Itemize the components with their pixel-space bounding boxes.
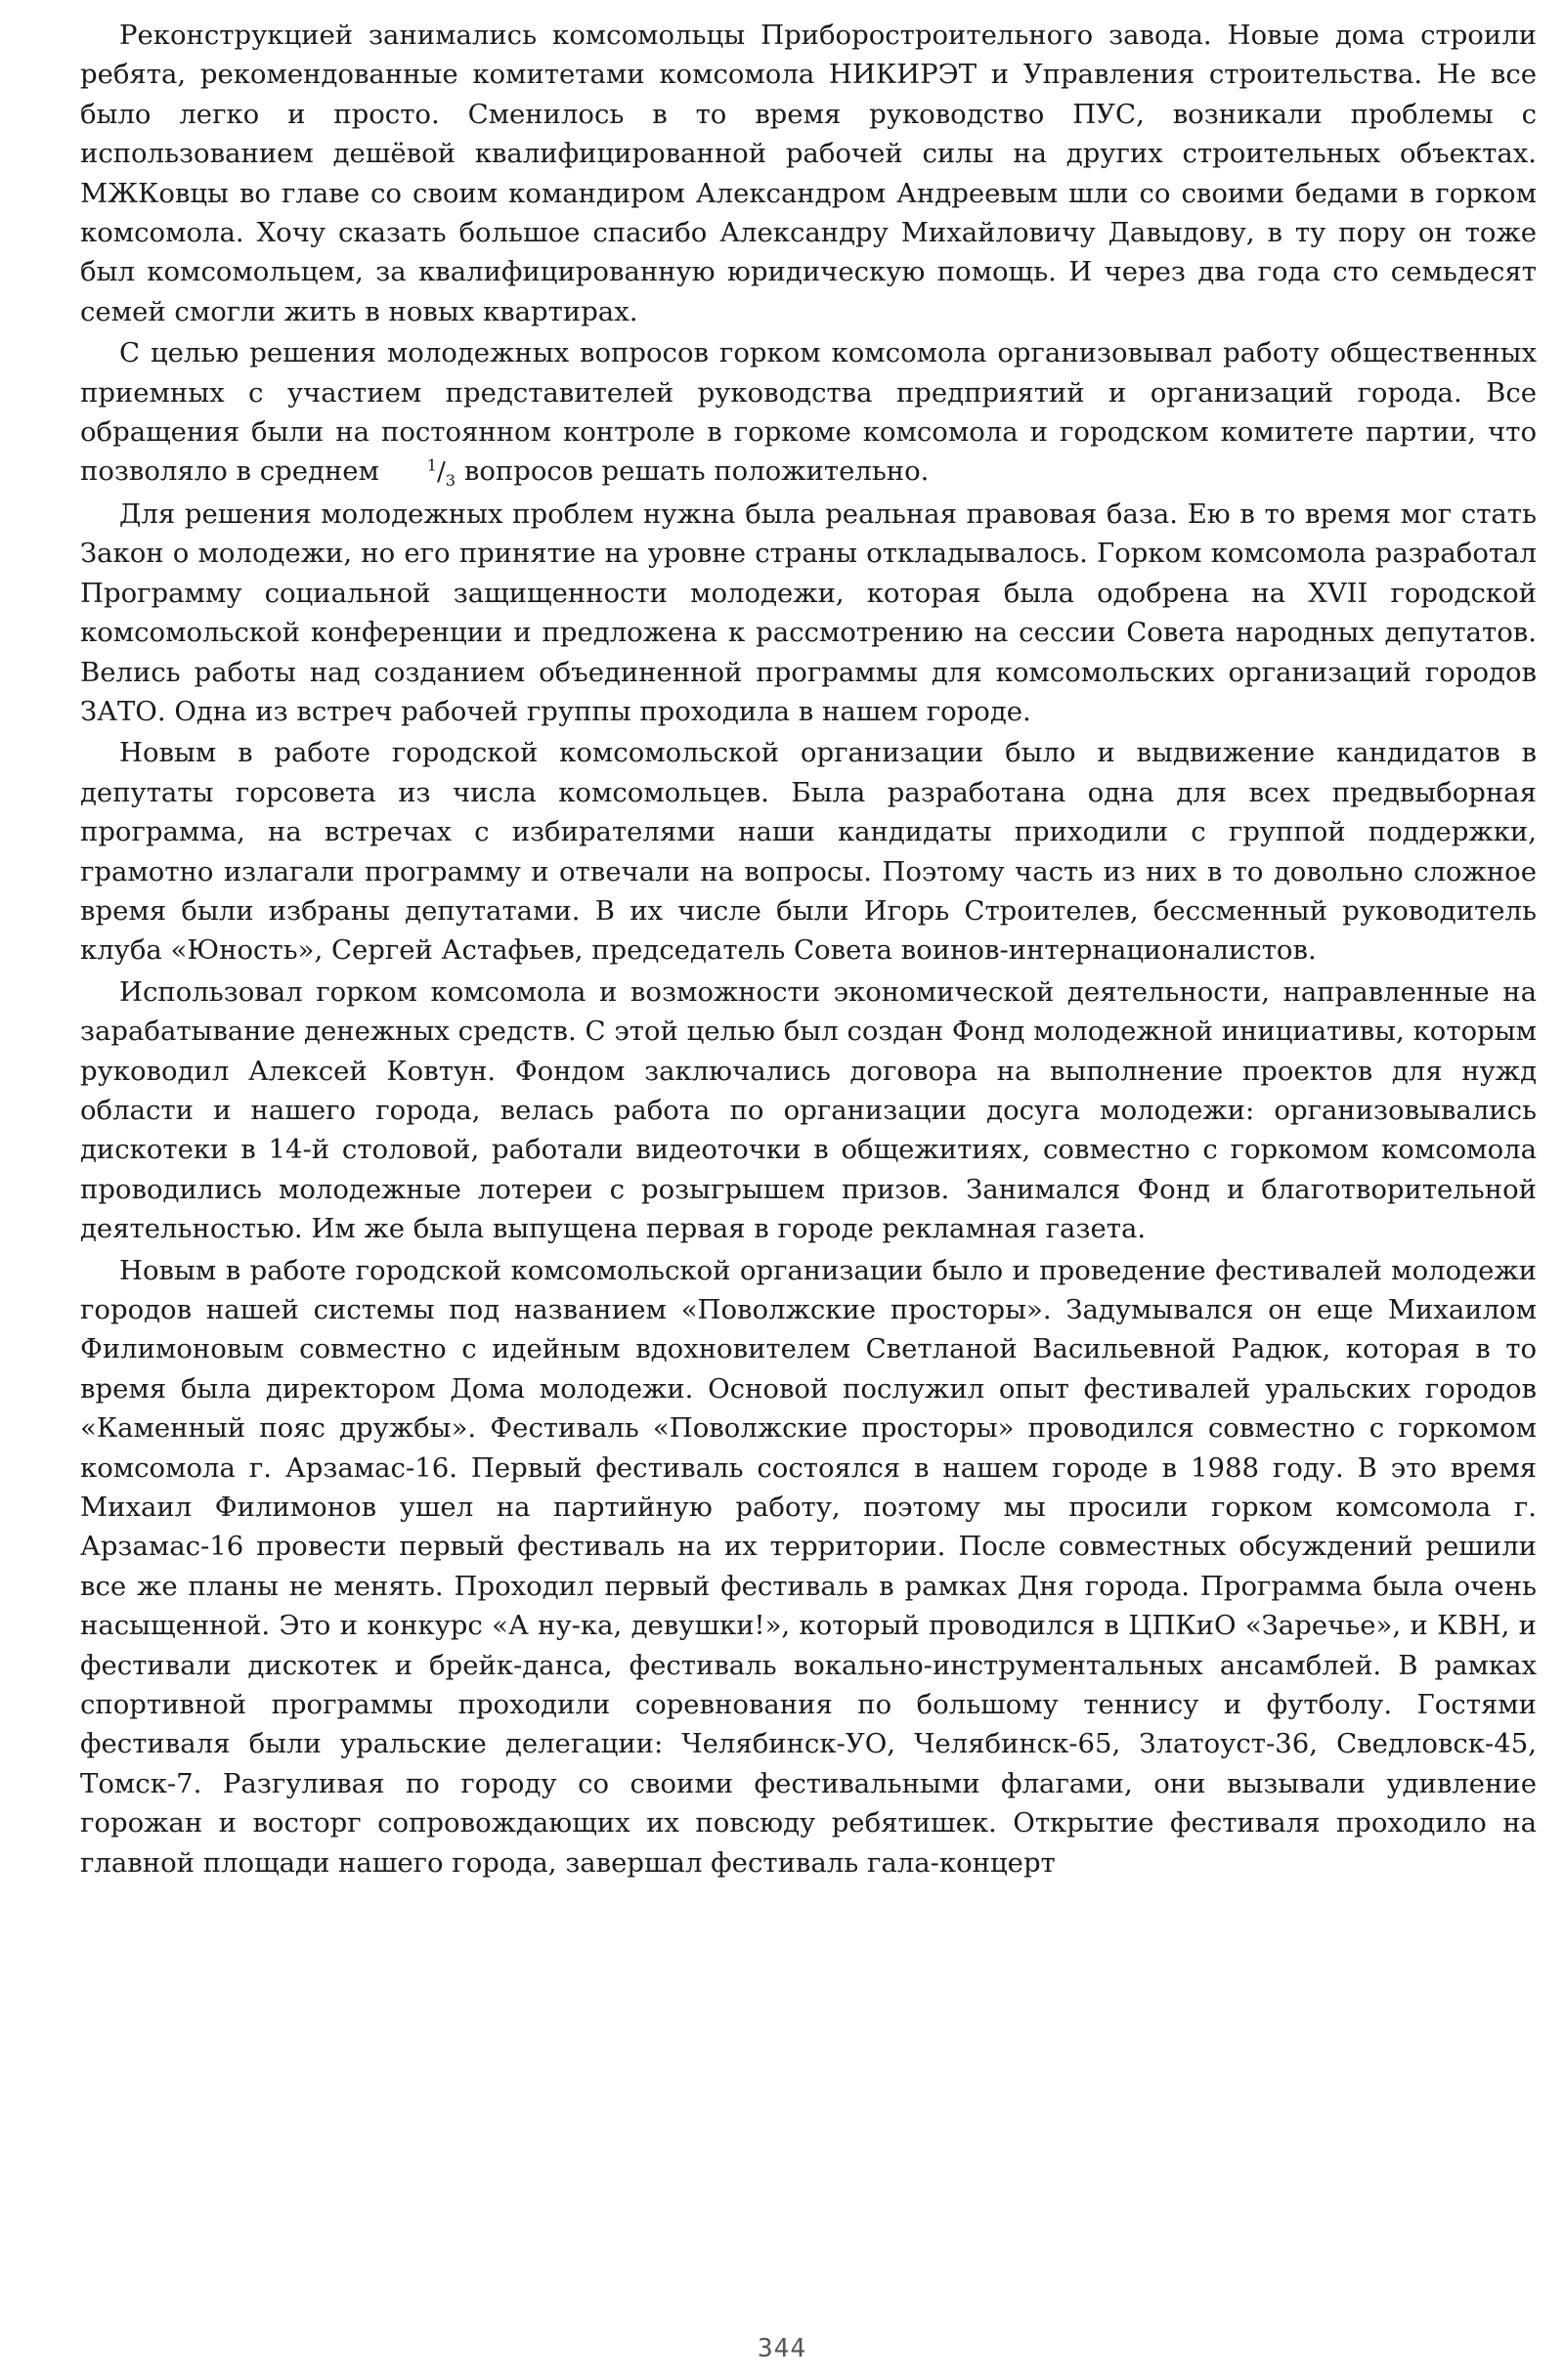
page-number: 344 bbox=[758, 2334, 806, 2363]
paragraph-youth-law: Для решения молодежных проблем нужна была реальная правовая база. Ею в то время мог стать Закон о молодежи, но его принятие на уровне страны откладывалось. Горком комсомола разработал Программу социальной защищенности молодежи, которая была одобрена на XVII городской комсомольской конференции и предложена к рассмотрению на сессии Совета народных депутатов. Велись работы над созданием объединенной программы для комсомольских организаций городов ЗАТО. Одна из встреч рабочей группы проходила в нашем городе. bbox=[80, 498, 1537, 727]
fraction-slash: / bbox=[437, 457, 446, 488]
paragraph-youth-initiative-fund: Использовал горком комсомола и возможности экономической деятельности, направленные на зарабатывание денежных средств. С этой целью был создан Фонд молодежной инициативы, которым руководил Алексей Ковтун. Фондом заключались договора на выполнение проектов для нужд области и нашего города, велась работа по организации досуга молодежи: организовывались дискотеки в 14-й столовой, работали видеоточки в общежитиях, совместно с горкомом комсомола проводились молодежные лотереи с розыгрышем призов. Занимался Фонд и благотворительной деятельностью. Им же была выпущена первая в городе рекламная газета. bbox=[80, 975, 1537, 1245]
paragraph-text-before-fraction: С целью решения молодежных вопросов горком комсомола организовывал работу общественных приемных с участием представителей руководства предприятий и организаций города. Все обращения были на постоянном контроле в горкоме комсомола и городском комитете партии, что позволяло в среднем bbox=[80, 337, 1537, 488]
paragraph-text-after-fraction: вопросов решать положительно. bbox=[456, 455, 930, 488]
document-page bbox=[80, 16, 1537, 1882]
paragraph-deputy-candidates: Новым в работе городской комсомольской организации было и выдвижение кандидатов в депутаты горсовета из числа комсомольцев. Была разработана одна для всех предвыборная программа, на встречах с избирателями наши кандидаты приходили с группой поддержки, грамотно излагали программу и отвечали на вопросы. Поэтому часть из них в то довольно сложное время были избраны депутатами. В их числе были Игорь Строителев, бессменный руководитель клуба «Юность», Сергей Астафьев, председатель Совета воинов-интернационалистов. bbox=[80, 737, 1537, 967]
one-third-fraction bbox=[388, 453, 456, 492]
fraction-denominator: 3 bbox=[445, 471, 456, 491]
paragraph-volga-festival: Новым в работе городской комсомольской организации было и проведение фестивалей молодежи городов нашей системы под названием «Поволжские просторы». Задумывался он еще Михаилом Филимоновым совместно с идейным вдохновителем Светланой Васильевной Радюк, которая в то время была директором Дома молодежи. Основой послужил опыт фестивалей уральских городов «Каменный пояс дружбы». Фестиваль «Поволжские просторы» проводился совместно с горкомом комсомола г. Арзамас-16. Первый фестиваль состоялся в нашем городе в 1988 году. В это время Михаил Филимонов ушел на партийную работу, поэтому мы просили горком комсомола г. Арзамас-16 провести первый фестиваль на их территории. После совместных обсуждений решили все же планы не менять. Проходил первый фестиваль в рамках Дня города. Программа была очень насыщенной. Это и конкурс «А ну-ка, девушки!», который проводился в ЦПКиО «Заречье», и КВН, и фестивали дискотек и брейк-данса, фестиваль вокально-инструментальных ансамблей. В рамках спортивной программы проходили соревнования по большому теннису и футболу. Гостями фестиваля были уральские делегации: Челябинск-УО, Челябинск-65, Златоуст-36, Сведловск-45, Томск-7. Разгуливая по городу со своими фестивальными флагами, они вызывали удивление горожан и восторг сопровождающих их повсюду ребятишек. Открытие фестиваля проходило на главной площади нашего города, завершал фестиваль гала-концерт bbox=[80, 1254, 1537, 1879]
paragraph-public-reception bbox=[80, 333, 1537, 493]
fraction-numerator: 1 bbox=[426, 455, 437, 475]
paragraph-mzhk-reconstruction: Реконструкцией занимались комсомольцы Приборостроительного завода. Новые дома строили ребята, рекомендованные комитетами комсомола НИКИРЭТ и Управления строительства. Не все было легко и просто. Сменилось в то время руководство ПУС, возникали проблемы с использованием дешёвой квалифицированной рабочей силы на других строительных объектах. МЖКовцы во главе со своим командиром Александром Андреевым шли со своими бедами в горком комсомола. Хочу сказать большое спасибо Александру Михайловичу Давыдову, в ту пору он тоже был комсомольцем, за квалифицированную юридическую помощь. И через два года сто семьдесят семей смогли жить в новых квартирах. bbox=[80, 20, 1537, 327]
